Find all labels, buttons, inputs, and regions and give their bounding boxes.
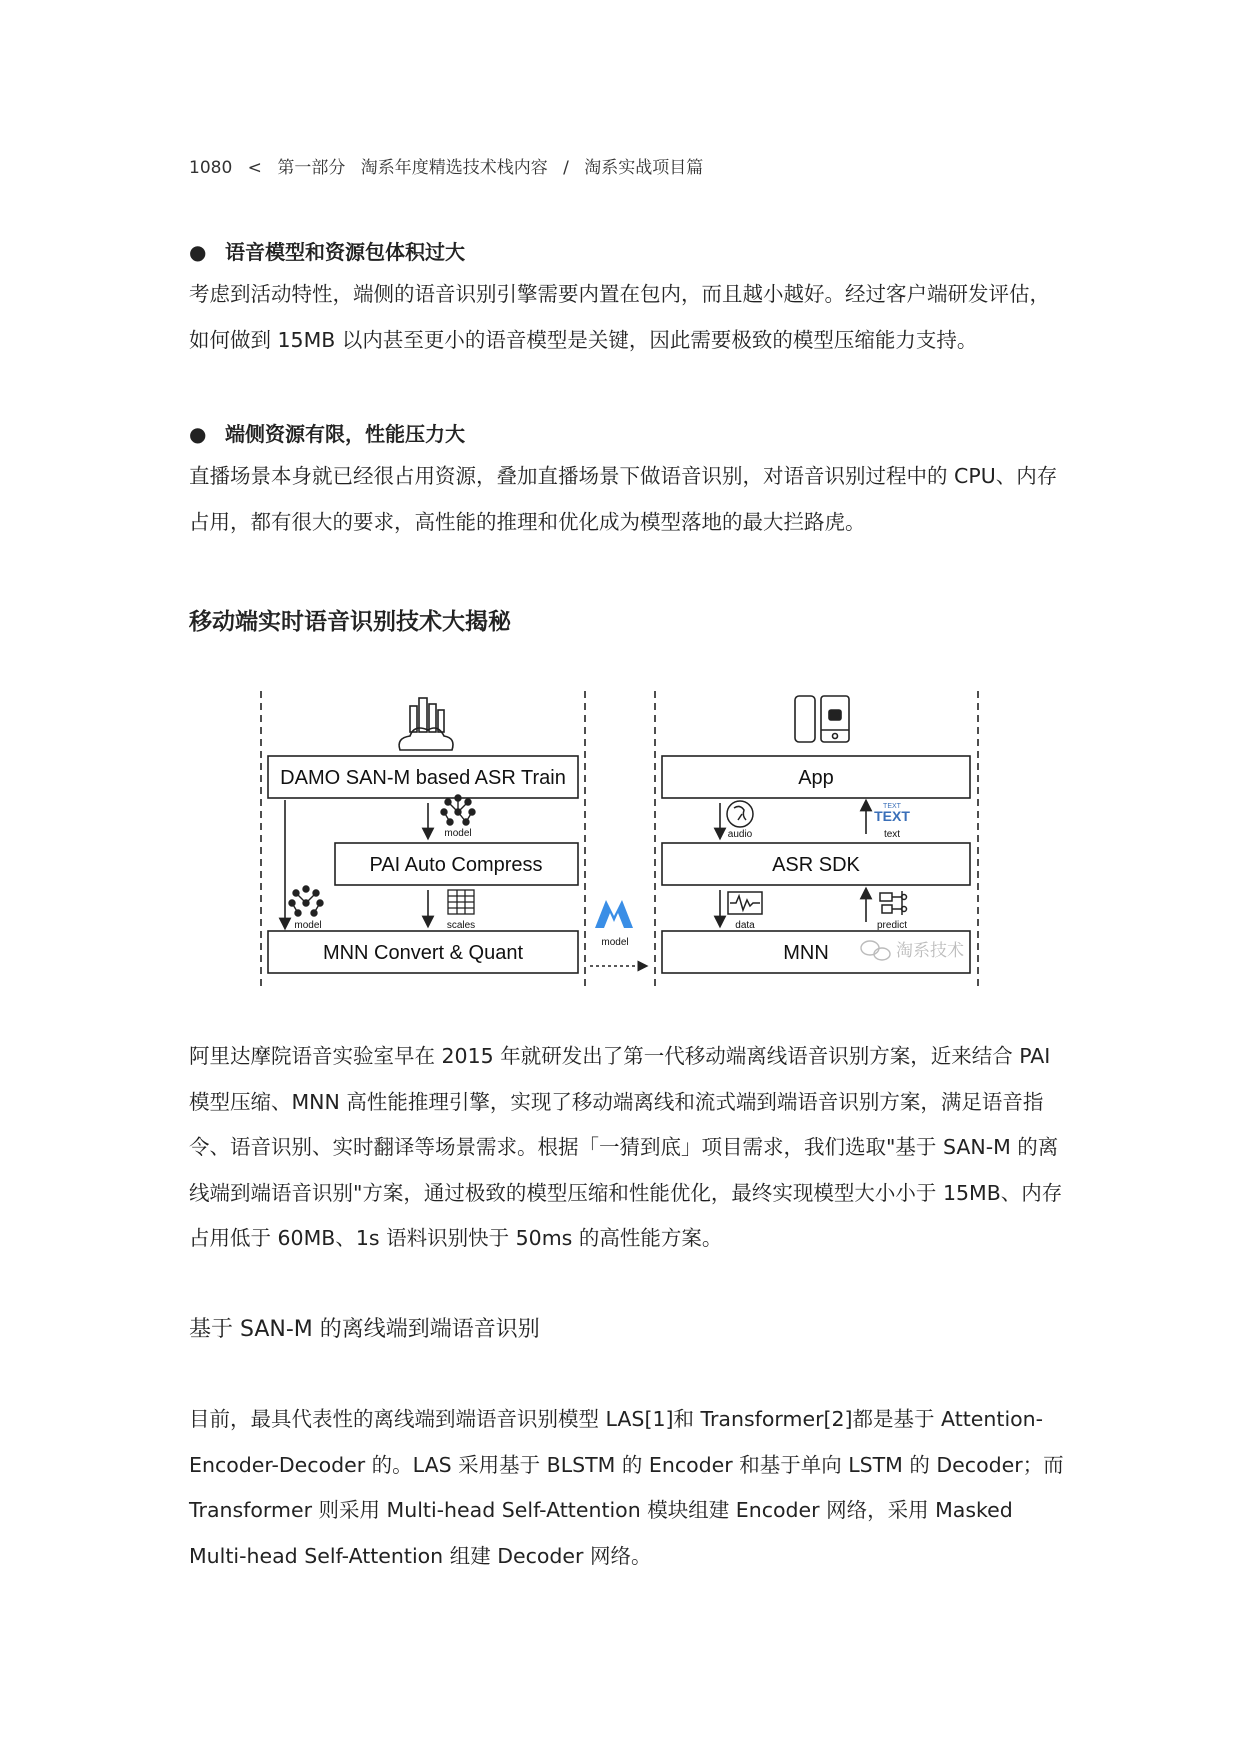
page-number: 1080	[189, 158, 233, 178]
bullet-icon: ●	[189, 240, 207, 264]
phone-icon	[795, 696, 849, 742]
text-label: text	[883, 829, 901, 840]
header-slash: /	[563, 158, 569, 178]
model-label-1: model	[444, 828, 472, 839]
section-title-mobile-asr: 移动端实时语音识别技术大揭秘	[189, 609, 511, 635]
waveform-icon	[728, 892, 762, 914]
bullet-heading-text: 语音模型和资源包体积过大	[225, 240, 465, 264]
scales-label: scales	[446, 920, 476, 931]
app-box-label: App	[798, 767, 834, 789]
text-icon-small: TEXT	[883, 803, 901, 810]
bullet-heading-text: 端侧资源有限，性能压力大	[225, 422, 465, 446]
paragraph-las-transformer: 目前，最具代表性的离线端到端语音识别模型 LAS[1]和 Transformer[2]都是基于 Attention-Encoder-Decoder 的。LAS 采用基于 BLSTM 的 Encoder 和基于单向 LSTM 的 Decoder；而 Transformer 则采用 Multi-head Self-Attention 模块组建 Encoder 网络，采用 Masked Multi-head Self-Attention 组建 Decoder 网络。	[189, 1407, 1064, 1568]
paragraph-resources: 直播场景本身就已经很占用资源，叠加直播场景下做语音识别，对语音识别过程中的 CPU、内存占用，都有很大的要求，高性能的推理和优化成为模型落地的最大拦路虎。	[189, 464, 1058, 534]
text-icon	[874, 803, 910, 824]
paragraph-damo-intro: 阿里达摩院语音实验室早在 2015 年就研发出了第一代移动端离线语音识别方案，近来结合 PAI 模型压缩、MNN 高性能推理引擎，实现了移动端离线和流式端到端语音识别方案，满足语音指令、语音识别、实时翻译等场景需求。根据「一猜到底」项目需求，我们选取"基于 SAN-M 的离线端到端语音识别"方案，通过极致的模型压缩和性能优化，最终实现模型大小小于 15MB、内存占用低于 60MB、1s 语料识别快于 50ms 的高性能方案。	[189, 1044, 1063, 1250]
compress-box-label: PAI Auto Compress	[369, 854, 543, 876]
header-separator: <	[247, 158, 262, 178]
bullet-heading-model-size	[189, 236, 465, 265]
architecture-diagram	[258, 688, 988, 993]
header-chapter: 淘系实战项目篇	[584, 158, 704, 178]
model-label-2: model	[294, 920, 322, 931]
neural-net-icon	[441, 795, 475, 825]
convert-box-label: MNN Convert & Quant	[322, 942, 524, 964]
mnn-box-label: MNN	[783, 942, 829, 964]
header-part: 第一部分	[277, 158, 346, 178]
header-book: 淘系年度精选技术栈内容	[360, 158, 548, 178]
audio-icon	[727, 801, 753, 827]
predict-label: predict	[876, 920, 908, 931]
page-header	[189, 153, 713, 178]
train-box-label: DAMO SAN-M based ASR Train	[280, 767, 566, 789]
data-label: data	[735, 920, 755, 931]
audio-label: audio	[727, 829, 753, 840]
bullet-icon: ●	[189, 422, 207, 446]
neural-net-icon	[289, 886, 323, 916]
center-model-label: model	[601, 937, 629, 948]
bullet-heading-resources	[189, 418, 465, 447]
predict-icon	[880, 891, 907, 915]
text-icon-big: TEXT	[874, 808, 910, 824]
cloud-server-icon	[399, 698, 453, 750]
section-title-san-m: 基于 SAN-M 的离线端到端语音识别	[189, 1317, 540, 1342]
mnn-logo-icon	[595, 900, 633, 928]
sdk-box-label: ASR SDK	[772, 854, 860, 876]
table-icon	[448, 890, 474, 914]
watermark-text: 淘系技术	[896, 941, 964, 961]
paragraph-model-size: 考虑到活动特性，端侧的语音识别引擎需要内置在包内，而且越小越好。经过客户端研发评估，如何做到 15MB 以内甚至更小的语音模型是关键，因此需要极致的模型压缩能力支持。	[189, 282, 1050, 352]
